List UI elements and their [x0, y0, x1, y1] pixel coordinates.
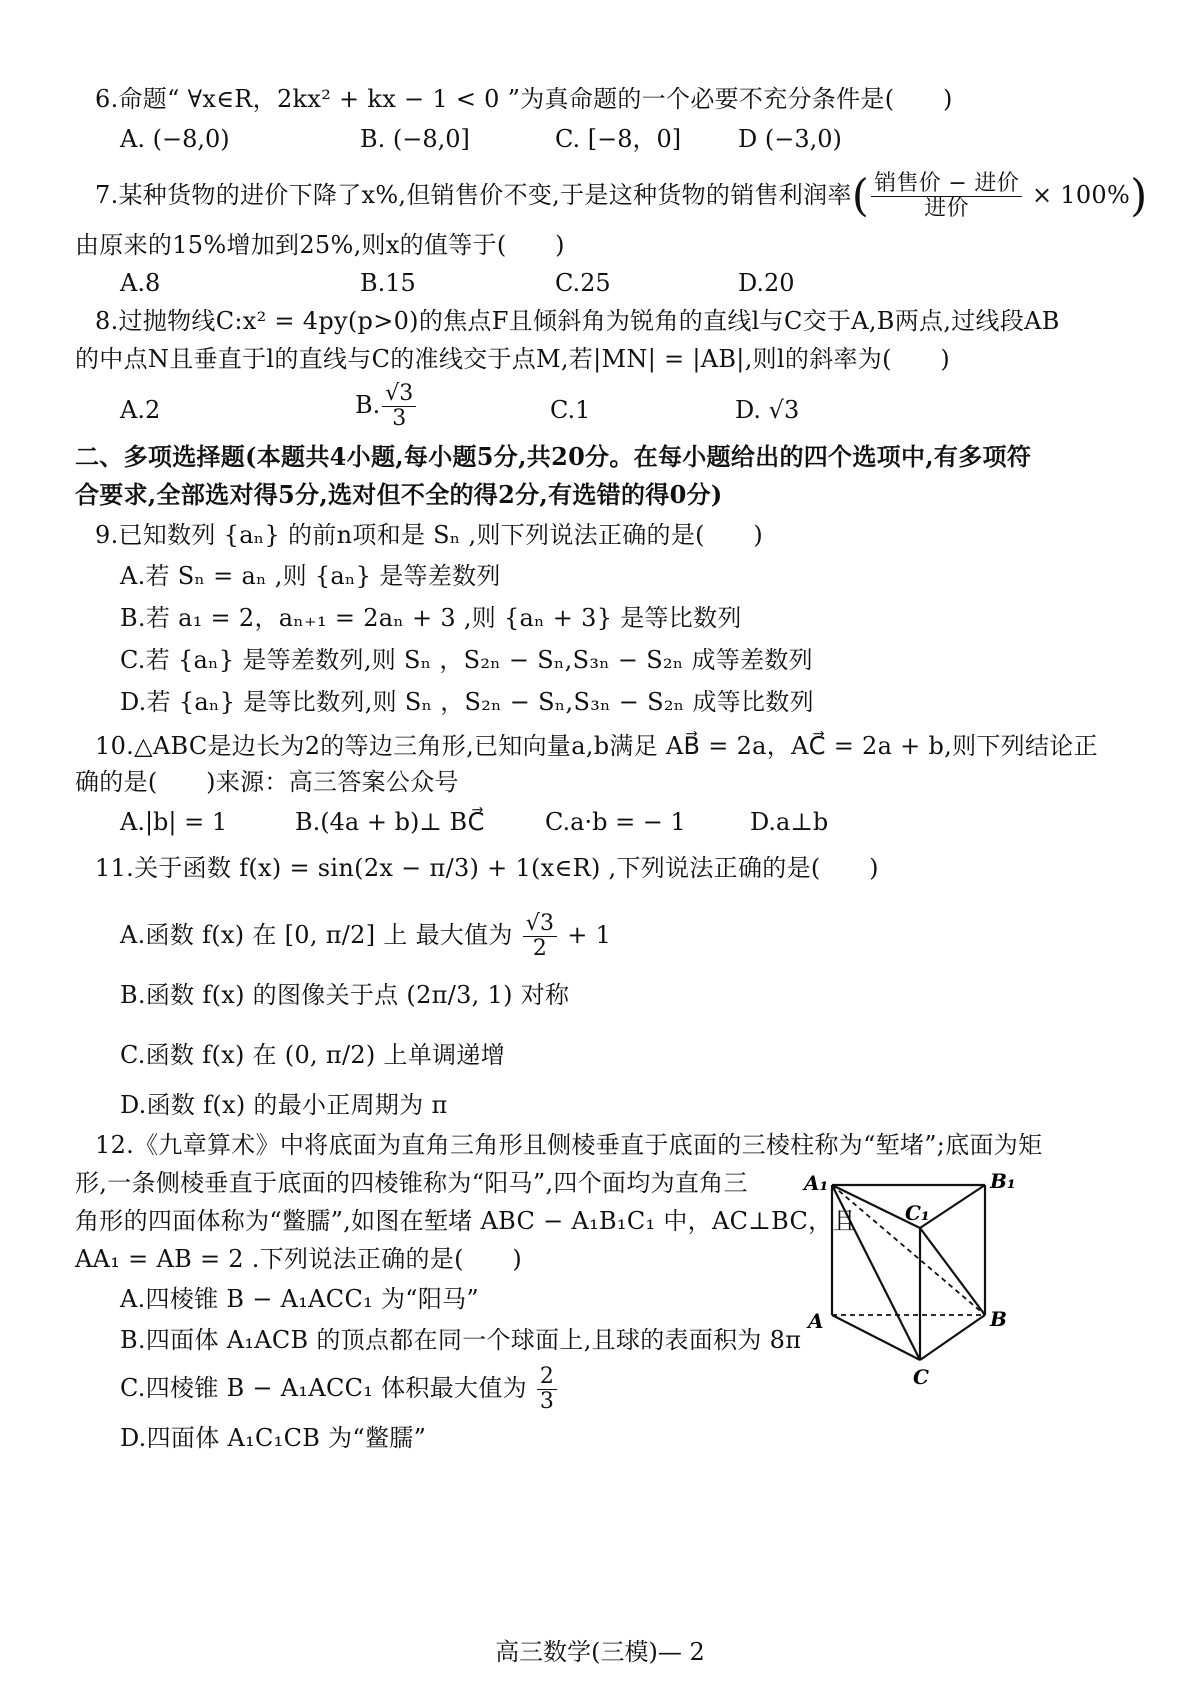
q9-option-c: C.若 {aₙ} 是等差数列,则 Sₙ ，S₂ₙ − Sₙ,S₃ₙ − S₂ₙ 成等差数列 [120, 646, 813, 674]
q12-stem-line1: 12.《九章算术》中将底面为直角三角形且侧棱垂直于底面的三棱柱称为“堑堵”;底面为矩 [95, 1131, 1043, 1159]
q11-c-pre: C.函数 f(x) 在 [120, 1041, 277, 1069]
edge-a-c [832, 1315, 920, 1360]
q11-b-pre: B.函数 f(x) 的图像关于点 [120, 981, 399, 1009]
q11-option-c [120, 1025, 505, 1085]
q11-a-num: √3 [523, 912, 558, 937]
prism-figure [800, 1160, 1100, 1410]
q8-option-d: D. √3 [735, 396, 800, 424]
q8-stem-line1: 8.过抛物线C:x² = 4py(p>0)的焦点F且倾斜角为锐角的直线l与C交于A,B两点,过线段AB [95, 307, 1060, 335]
q6-option-b: B. (−8,0] [360, 125, 470, 153]
q12-stem-line4: AA₁ = AB = 2 .下列说法正确的是( ) [75, 1245, 523, 1273]
q7-frac-num: 销售价 − 进价 [871, 172, 1022, 197]
q11-a-interval: [0, π/2] [284, 921, 376, 949]
q12-option-d: D.四面体 A₁C₁CB 为“鳖臑” [120, 1424, 427, 1452]
q7-fraction [871, 172, 1022, 221]
q12-c-num: 2 [537, 1365, 557, 1390]
q11-option-d: D.函数 f(x) 的最小正周期为 π [120, 1091, 448, 1119]
q11-c-interval: (0, π/2) [284, 1041, 376, 1069]
q12-c-den: 3 [539, 1389, 555, 1414]
q12-option-b: B.四面体 A₁ACB 的顶点都在同一个球面上,且球的表面积为 8π [120, 1326, 802, 1354]
label-b: B [990, 1307, 1007, 1331]
q11-stem: 11.关于函数 f(x) = sin(2x − π/3) + 1(x∈R) ,下列说法正确的是( ) [95, 854, 879, 882]
q8-stem-line2: 的中点N且垂直于l的直线与C的准线交于点M,若|MN| = |AB|,则l的斜率为( ) [75, 345, 951, 373]
q8-option-c: C.1 [550, 396, 591, 424]
q8-option-b [355, 382, 418, 431]
q11-b-point: (2π/3, 1) [406, 981, 513, 1009]
q9-option-d: D.若 {aₙ} 是等比数列,则 Sₙ ，S₂ₙ − Sₙ,S₃ₙ − S₂ₙ 成等比数列 [120, 688, 814, 716]
q12-option-a: A.四棱锥 B − A₁ACC₁ 为“阳马” [120, 1285, 479, 1313]
q7-option-d: D.20 [738, 269, 795, 297]
q7-frac-tail: × 100% [1031, 181, 1131, 209]
edge-c1-b [920, 1228, 985, 1315]
label-a: A [808, 1309, 824, 1333]
q11-a-tail: + 1 [567, 921, 612, 949]
label-c: C [913, 1365, 929, 1389]
q10-stem-line1: 10.△ABC是边长为2的等边三角形,已知向量a,b满足 AB⃗ = 2a，AC⃗ = 2a + b,则下列结论正 [95, 732, 1098, 760]
q12-c-pre: C.四棱锥 B − A₁ACC₁ 体积最大值为 [120, 1374, 527, 1402]
q11-option-b [120, 965, 569, 1025]
q10-stem-line2: 确的是( )来源：高三答案公众号 [75, 768, 459, 796]
label-a1: A₁ [804, 1171, 829, 1195]
q7-stem-line1: 7.某种货物的进价下降了x%,但销售价不变,于是这种货物的销售利润率( $\frac{\text{销售价 − 进价}}{\text{进价}}$ × 100%) [95, 170, 1148, 222]
q8-option-a: A.2 [120, 396, 161, 424]
q6-option-c: C. [−8，0] [555, 125, 682, 153]
q8-optb-num: √3 [382, 382, 416, 407]
section2-heading-line1: 二、多项选择题(本题共4小题,每小题5分,共20分。在每小题给出的四个选项中,有多项符 [75, 442, 1032, 471]
page-footer: 高三数学(三模)— 2 [495, 1638, 705, 1666]
q7-stem-a: 7.某种货物的进价下降了x%,但销售价不变,于是这种货物的销售利润率 [95, 181, 852, 209]
q10-option-c: C.a·b = − 1 [545, 808, 686, 836]
q7-stem-line2: 由原来的15%增加到25%,则x的值等于( ) [75, 231, 565, 259]
q12-option-c [120, 1358, 559, 1418]
q12-stem-line2: 形,一条侧棱垂直于底面的四棱锥称为“阳马”,四个面均为直角三 [75, 1169, 748, 1197]
q11-c-tail: 上单调递增 [383, 1041, 506, 1069]
q7-option-b: B.15 [360, 269, 416, 297]
q7-option-c: C.25 [555, 269, 611, 297]
q9-option-a: A.若 Sₙ = aₙ ,则 {aₙ} 是等差数列 [120, 562, 501, 590]
q10-option-b: B.(4a + b)⊥ BC⃗ [295, 808, 485, 836]
q10-option-d: D.a⊥b [750, 808, 829, 836]
q6-option-d: D (−3,0) [738, 125, 842, 153]
label-c1: C₁ [905, 1201, 930, 1225]
q8-option-b-label: B. [355, 391, 381, 419]
q12-stem-line3: 角形的四面体称为“鳖臑”,如图在堑堵 ABC − A₁B₁C₁ 中，AC⊥BC，且 [75, 1207, 857, 1235]
edge-c1-b1 [920, 1185, 985, 1228]
q11-b-tail: 对称 [520, 981, 570, 1009]
section2-heading-line2: 合要求,全部选对得5分,选对但不全的得2分,有选错的得0分) [75, 480, 723, 509]
q11-a-pre: A.函数 f(x) 在 [120, 921, 277, 949]
q9-option-b: B.若 a₁ = 2，aₙ₊₁ = 2aₙ + 3 ,则 {aₙ + 3} 是等比数列 [120, 604, 742, 632]
q11-a-mid: 上 最大值为 [383, 921, 513, 949]
q6-option-a: A. (−8,0) [120, 125, 230, 153]
q11-a-den: 2 [532, 936, 548, 961]
q7-frac-den: 进价 [924, 196, 969, 221]
q11-option-a [120, 905, 611, 965]
q7-option-a: A.8 [120, 269, 161, 297]
edge-c-b [920, 1315, 985, 1360]
q8-optb-den: 3 [392, 406, 407, 431]
label-b1: B₁ [990, 1169, 1016, 1193]
q9-stem: 9.已知数列 {aₙ} 的前n项和是 Sₙ ,则下列说法正确的是( ) [95, 521, 764, 549]
q10-option-a: A.|b| = 1 [120, 808, 228, 836]
q6-stem: 6.命题“ ∀x∈R，2kx² + kx − 1 < 0 ”为真命题的一个必要不充分条件是( ) [95, 85, 953, 113]
